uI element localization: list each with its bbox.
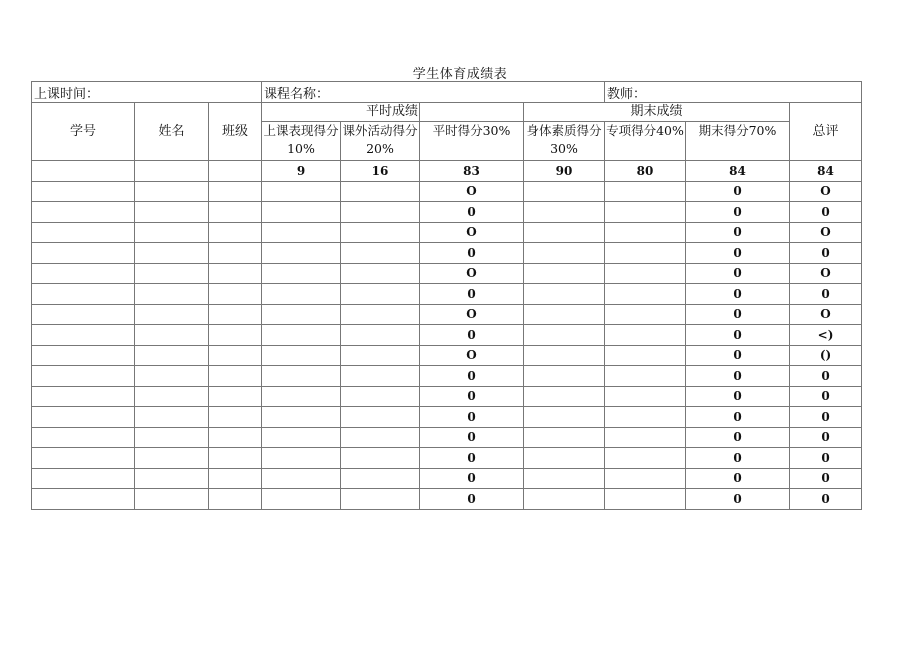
cell-name[interactable] [135,263,209,284]
cell-physical-quality[interactable] [524,407,605,428]
cell-final-score[interactable]: 0 [686,427,790,448]
cell-regular-score[interactable]: 0 [420,407,524,428]
cell-physical-quality[interactable] [524,263,605,284]
cell-overall[interactable]: <) [790,325,862,346]
table-row [32,263,862,284]
table-row [32,161,862,182]
cell-specialty[interactable] [605,284,686,305]
cell-physical-quality[interactable] [524,366,605,387]
cell-specialty[interactable] [605,181,686,202]
cell-regular-score[interactable]: 0 [420,489,524,510]
info-row [32,82,862,103]
cell-class-performance[interactable] [262,325,341,346]
cell-specialty[interactable] [605,386,686,407]
cell-extracurricular[interactable] [341,345,420,366]
header-physical-quality: 身体素质得分30% [524,122,605,161]
header-regular-group-spacer [420,103,524,122]
cell-overall[interactable]: 0 [790,407,862,428]
cell-regular-score[interactable]: O [420,263,524,284]
teacher-field[interactable]: 教师： [605,82,862,103]
cell-physical-quality[interactable] [524,489,605,510]
cell-class-performance[interactable] [262,386,341,407]
cell-final-score[interactable]: 0 [686,263,790,284]
cell-specialty[interactable] [605,345,686,366]
cell-extracurricular[interactable] [341,386,420,407]
cell-class[interactable] [209,222,262,243]
cell-extracurricular[interactable] [341,181,420,202]
table-row [32,222,862,243]
cell-student-id[interactable] [32,181,135,202]
class-time-field[interactable]: 上课时间： [32,82,262,103]
cell-class[interactable] [209,386,262,407]
cell-class-performance[interactable] [262,304,341,325]
header-final-group: 期末成绩 [524,103,790,122]
cell-extracurricular[interactable] [341,325,420,346]
cell-student-id[interactable] [32,489,135,510]
cell-name[interactable] [135,386,209,407]
cell-student-id[interactable] [32,202,135,223]
cell-student-id[interactable] [32,366,135,387]
cell-extracurricular[interactable] [341,489,420,510]
cell-physical-quality[interactable] [524,427,605,448]
cell-class[interactable] [209,407,262,428]
cell-class[interactable] [209,202,262,223]
cell-class-performance[interactable] [262,345,341,366]
cell-name[interactable] [135,468,209,489]
table-row [32,366,862,387]
cell-overall[interactable]: 0 [790,284,862,305]
cell-regular-score[interactable]: 0 [420,243,524,264]
cell-class-performance[interactable] [262,407,341,428]
cell-student-id[interactable] [32,468,135,489]
cell-name[interactable] [135,366,209,387]
cell-class[interactable] [209,181,262,202]
cell-regular-score[interactable]: 0 [420,468,524,489]
cell-specialty[interactable] [605,222,686,243]
cell-class[interactable] [209,284,262,305]
cell-final-score[interactable]: 0 [686,407,790,428]
cell-final-score[interactable]: 0 [686,448,790,469]
cell-student-id[interactable] [32,448,135,469]
page-title: 学生体育成绩表 [412,67,508,82]
cell-name[interactable] [135,202,209,223]
cell-overall[interactable]: 0 [790,202,862,223]
cell-name[interactable] [135,161,209,182]
cell-student-id[interactable] [32,161,135,182]
cell-extracurricular[interactable] [341,427,420,448]
cell-overall[interactable]: 0 [790,468,862,489]
cell-class-performance[interactable] [262,448,341,469]
cell-specialty[interactable] [605,427,686,448]
cell-student-id[interactable] [32,284,135,305]
cell-extracurricular[interactable] [341,263,420,284]
cell-final-score[interactable]: 0 [686,345,790,366]
cell-class-performance[interactable] [262,263,341,284]
cell-student-id[interactable] [32,407,135,428]
table-row [32,181,862,202]
table-row [32,202,862,223]
cell-name[interactable] [135,284,209,305]
cell-overall[interactable]: O [790,222,862,243]
cell-class[interactable] [209,345,262,366]
header-final-score: 期末得分70% [686,122,790,161]
cell-class[interactable] [209,325,262,346]
cell-name[interactable] [135,448,209,469]
cell-regular-score[interactable]: 0 [420,448,524,469]
cell-extracurricular[interactable] [341,448,420,469]
cell-specialty[interactable] [605,489,686,510]
header-extracurricular: 课外活动得分20% [341,122,420,161]
cell-physical-quality[interactable] [524,202,605,223]
table-row [32,386,862,407]
cell-regular-score[interactable]: 83 [420,161,524,182]
cell-specialty[interactable] [605,243,686,264]
table-row [32,468,862,489]
cell-class[interactable] [209,243,262,264]
cell-overall[interactable]: O [790,263,862,284]
cell-student-id[interactable] [32,427,135,448]
cell-name[interactable] [135,407,209,428]
cell-class-performance[interactable] [262,366,341,387]
cell-physical-quality[interactable] [524,345,605,366]
cell-class[interactable] [209,489,262,510]
header-name: 姓名 [135,103,209,161]
cell-class-performance[interactable] [262,222,341,243]
cell-overall[interactable]: O [790,304,862,325]
cell-name[interactable] [135,243,209,264]
table-row [32,325,862,346]
cell-class-performance[interactable] [262,427,341,448]
cell-class-performance[interactable] [262,243,341,264]
cell-class[interactable] [209,263,262,284]
cell-student-id[interactable] [32,263,135,284]
cell-overall[interactable]: O [790,181,862,202]
cell-regular-score[interactable]: 0 [420,366,524,387]
cell-class[interactable] [209,468,262,489]
cell-student-id[interactable] [32,222,135,243]
cell-name[interactable] [135,427,209,448]
cell-extracurricular[interactable] [341,304,420,325]
grade-table [31,81,862,510]
header-specialty: 专项得分40% [605,122,686,161]
cell-overall[interactable]: 0 [790,366,862,387]
cell-specialty[interactable] [605,366,686,387]
cell-regular-score[interactable]: O [420,181,524,202]
header-overall: 总评 [790,103,862,161]
cell-final-score[interactable]: 0 [686,489,790,510]
cell-extracurricular[interactable]: 16 [341,161,420,182]
cell-regular-score[interactable]: O [420,222,524,243]
cell-name[interactable] [135,489,209,510]
cell-final-score[interactable]: 0 [686,243,790,264]
cell-name[interactable] [135,325,209,346]
cell-specialty[interactable] [605,448,686,469]
cell-final-score[interactable]: 0 [686,325,790,346]
cell-regular-score[interactable]: 0 [420,284,524,305]
cell-regular-score[interactable]: 0 [420,325,524,346]
table-row [32,427,862,448]
header-class: 班级 [209,103,262,161]
cell-extracurricular[interactable] [341,243,420,264]
cell-final-score[interactable]: 0 [686,181,790,202]
table-row [32,448,862,469]
course-name-field[interactable]: 课程名称： [262,82,605,103]
cell-final-score[interactable]: 0 [686,386,790,407]
cell-regular-score[interactable]: O [420,345,524,366]
cell-class[interactable] [209,304,262,325]
cell-regular-score[interactable]: 0 [420,202,524,223]
cell-specialty[interactable]: 80 [605,161,686,182]
cell-extracurricular[interactable] [341,468,420,489]
cell-class-performance[interactable] [262,468,341,489]
cell-extracurricular[interactable] [341,284,420,305]
cell-class-performance[interactable] [262,489,341,510]
cell-overall[interactable]: 0 [790,448,862,469]
header-class-performance: 上课表现得分10% [262,122,341,161]
cell-physical-quality[interactable] [524,468,605,489]
cell-name[interactable] [135,222,209,243]
cell-extracurricular[interactable] [341,366,420,387]
header-regular-score: 平时得分30% [420,122,524,161]
cell-specialty[interactable] [605,407,686,428]
cell-class[interactable] [209,366,262,387]
table-row [32,407,862,428]
cell-physical-quality[interactable]: 90 [524,161,605,182]
table-row [32,489,862,510]
cell-class-performance[interactable]: 9 [262,161,341,182]
table-row [32,284,862,305]
cell-class[interactable] [209,448,262,469]
cell-name[interactable] [135,181,209,202]
cell-specialty[interactable] [605,202,686,223]
cell-class-performance[interactable] [262,181,341,202]
cell-extracurricular[interactable] [341,222,420,243]
cell-specialty[interactable] [605,325,686,346]
cell-physical-quality[interactable] [524,386,605,407]
cell-overall[interactable]: 84 [790,161,862,182]
cell-class[interactable] [209,161,262,182]
cell-regular-score[interactable]: 0 [420,427,524,448]
cell-overall[interactable]: 0 [790,427,862,448]
cell-regular-score[interactable]: 0 [420,386,524,407]
cell-class[interactable] [209,427,262,448]
cell-specialty[interactable] [605,468,686,489]
table-row [32,304,862,325]
cell-final-score[interactable]: 84 [686,161,790,182]
cell-overall[interactable]: 0 [790,243,862,264]
cell-final-score[interactable]: 0 [686,366,790,387]
cell-specialty[interactable] [605,304,686,325]
cell-regular-score[interactable]: O [420,304,524,325]
cell-final-score[interactable]: 0 [686,222,790,243]
cell-physical-quality[interactable] [524,181,605,202]
cell-physical-quality[interactable] [524,284,605,305]
cell-final-score[interactable]: 0 [686,284,790,305]
cell-extracurricular[interactable] [341,407,420,428]
cell-physical-quality[interactable] [524,448,605,469]
cell-student-id[interactable] [32,386,135,407]
cell-class-performance[interactable] [262,284,341,305]
cell-physical-quality[interactable] [524,243,605,264]
header-student-id: 学号 [32,103,135,161]
cell-physical-quality[interactable] [524,222,605,243]
cell-final-score[interactable]: 0 [686,304,790,325]
header-regular-group: 平时成绩 [262,103,420,122]
cell-name[interactable] [135,345,209,366]
cell-student-id[interactable] [32,325,135,346]
table-row [32,345,862,366]
cell-overall[interactable]: () [790,345,862,366]
cell-student-id[interactable] [32,243,135,264]
cell-physical-quality[interactable] [524,304,605,325]
cell-overall[interactable]: 0 [790,386,862,407]
cell-physical-quality[interactable] [524,325,605,346]
cell-name[interactable] [135,304,209,325]
cell-final-score[interactable]: 0 [686,202,790,223]
header-row-1 [32,103,862,122]
cell-specialty[interactable] [605,263,686,284]
table-row [32,243,862,264]
cell-student-id[interactable] [32,304,135,325]
cell-final-score[interactable]: 0 [686,468,790,489]
cell-student-id[interactable] [32,345,135,366]
cell-overall[interactable]: 0 [790,489,862,510]
cell-class-performance[interactable] [262,202,341,223]
cell-extracurricular[interactable] [341,202,420,223]
